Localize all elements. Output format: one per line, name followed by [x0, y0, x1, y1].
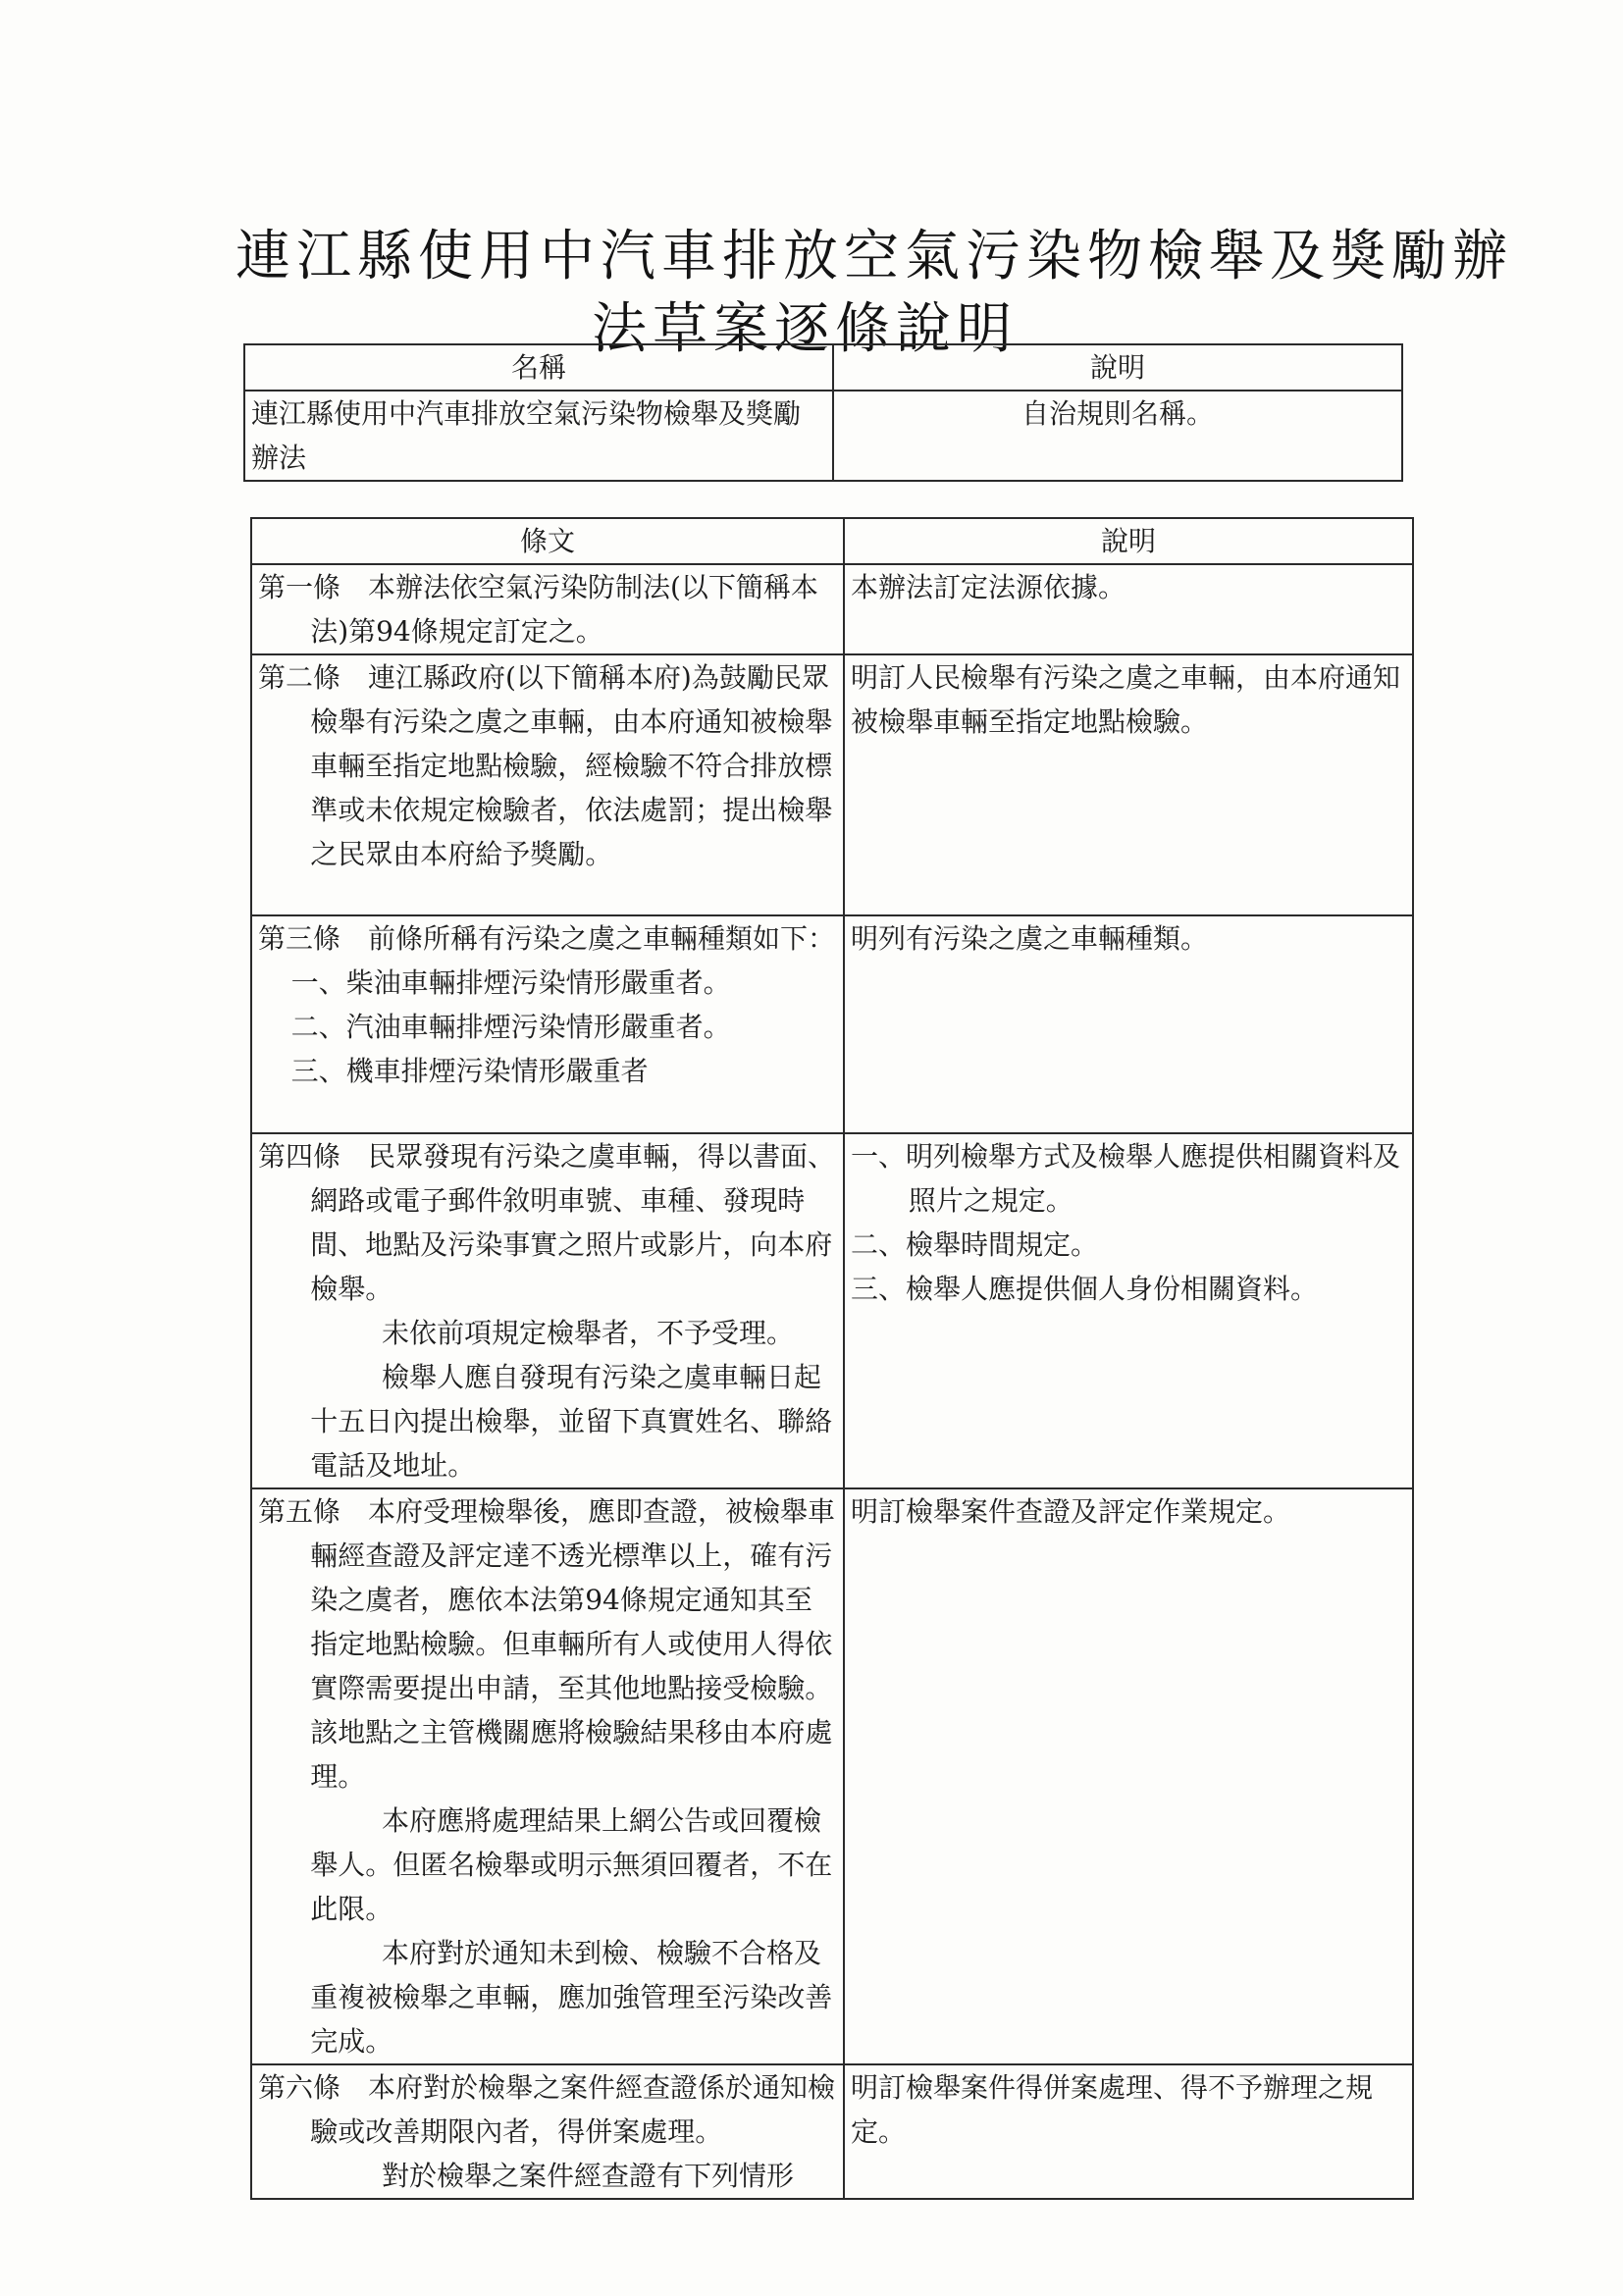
article-2-explain: 明訂人民檢舉有污染之虞之車輛，由本府通知被檢舉車輛至指定地點檢驗。 — [851, 661, 1401, 738]
article-row-2 — [251, 654, 1413, 915]
article-row-6 — [251, 2064, 1413, 2199]
article-4-explain-3: 三、檢舉人應提供個人身份相關資料。 — [851, 1273, 1319, 1305]
name-table — [243, 343, 1403, 482]
article-4-text: 第四條 民眾發現有污染之虞車輛，得以書面、網路或電子郵件敘明車號、車種、發現時間、地點及污染事實之照片或影片，向本府檢舉。 — [258, 1140, 836, 1305]
col-article-header: 條文 — [251, 518, 844, 564]
article-3-item-1: 一、柴油車輛排煙污染情形嚴重者。 — [290, 966, 731, 999]
article-row-4 — [251, 1133, 1413, 1488]
col-article-explain-header: 說明 — [844, 518, 1413, 564]
name-table-header — [244, 344, 1402, 391]
article-5-explain: 明訂檢舉案件查證及評定作業規定。 — [851, 1495, 1291, 1528]
article-6-para-2: 對於檢舉之案件經查證有下列情形 — [381, 2160, 794, 2192]
title-line-1: 連江縣使用中汽車排放空氣污染物檢舉及獎勵辦 — [236, 225, 1513, 288]
regulation-name: 連江縣使用中汽車排放空氣污染物檢舉及獎勵辦法 — [244, 391, 833, 481]
article-1-explain: 本辦法訂定法源依據。 — [851, 571, 1126, 603]
article-row-1 — [251, 564, 1413, 654]
title-line-2: 法草案逐條說明 — [592, 297, 1018, 361]
regulation-name-explain: 自治規則名稱。 — [833, 391, 1402, 481]
article-5-para-2: 本府應將處理結果上網公告或回覆檢舉人。但匿名檢舉或明示無須回覆者，不在此限。 — [310, 1804, 833, 1925]
articles-table — [250, 517, 1414, 2200]
article-4-explain-2: 二、檢舉時間規定。 — [851, 1228, 1099, 1261]
article-4-explain-1: 一、明列檢舉方式及檢舉人應提供相關資料及照片之規定。 — [851, 1140, 1401, 1217]
col-name-header: 名稱 — [244, 344, 833, 391]
articles-table-header — [251, 518, 1413, 564]
article-4-para-3: 檢舉人應自發現有污染之虞車輛日起十五日內提出檢舉，並留下真實姓名、聯絡電話及地址。 — [310, 1361, 833, 1482]
name-row — [244, 391, 1402, 481]
col-explain-header: 說明 — [833, 344, 1402, 391]
article-6-explain: 明訂檢舉案件得併案處理、得不予辦理之規定。 — [851, 2071, 1374, 2148]
article-5-text: 第五條 本府受理檢舉後，應即查證，被檢舉車輛經查證及評定達不透光標準以上，確有污染之虞者，應依本法第94條規定通知其至指定地點檢驗。但車輛所有人或使用人得依實際需要提出申請，至其他地點接受檢驗。該地點之主管機關應將檢驗結果移由本府處理。 — [258, 1495, 836, 1793]
article-3-explain: 明列有污染之虞之車輛種類。 — [851, 922, 1209, 955]
article-row-3 — [251, 915, 1413, 1133]
article-1-text: 第一條 本辦法依空氣污染防制法(以下簡稱本法)第94條規定訂定之。 — [258, 571, 818, 648]
article-6-text: 第六條 本府對於檢舉之案件經查證係於通知檢驗或改善期限內者，得併案處理。 — [258, 2071, 836, 2148]
article-3-item-2: 二、汽油車輛排煙污染情形嚴重者。 — [290, 1011, 731, 1043]
article-3-text: 第三條 前條所稱有污染之虞之車輛種類如下： — [258, 922, 836, 955]
article-4-para-2: 未依前項規定檢舉者，不予受理。 — [381, 1317, 794, 1349]
article-2-text: 第二條 連江縣政府(以下簡稱本府)為鼓勵民眾檢舉有污染之虞之車輛，由本府通知被檢舉車輛至指定地點檢驗，經檢驗不符合排放標準或未依規定檢驗者，依法處罰；提出檢舉之民眾由本府給予獎勵。 — [258, 661, 833, 870]
article-3-item-3: 三、機車排煙污染情形嚴重者 — [290, 1055, 649, 1087]
article-5-para-3: 本府對於通知未到檢、檢驗不合格及重複被檢舉之車輛，應加強管理至污染改善完成。 — [310, 1937, 833, 2058]
article-row-5 — [251, 1488, 1413, 2064]
